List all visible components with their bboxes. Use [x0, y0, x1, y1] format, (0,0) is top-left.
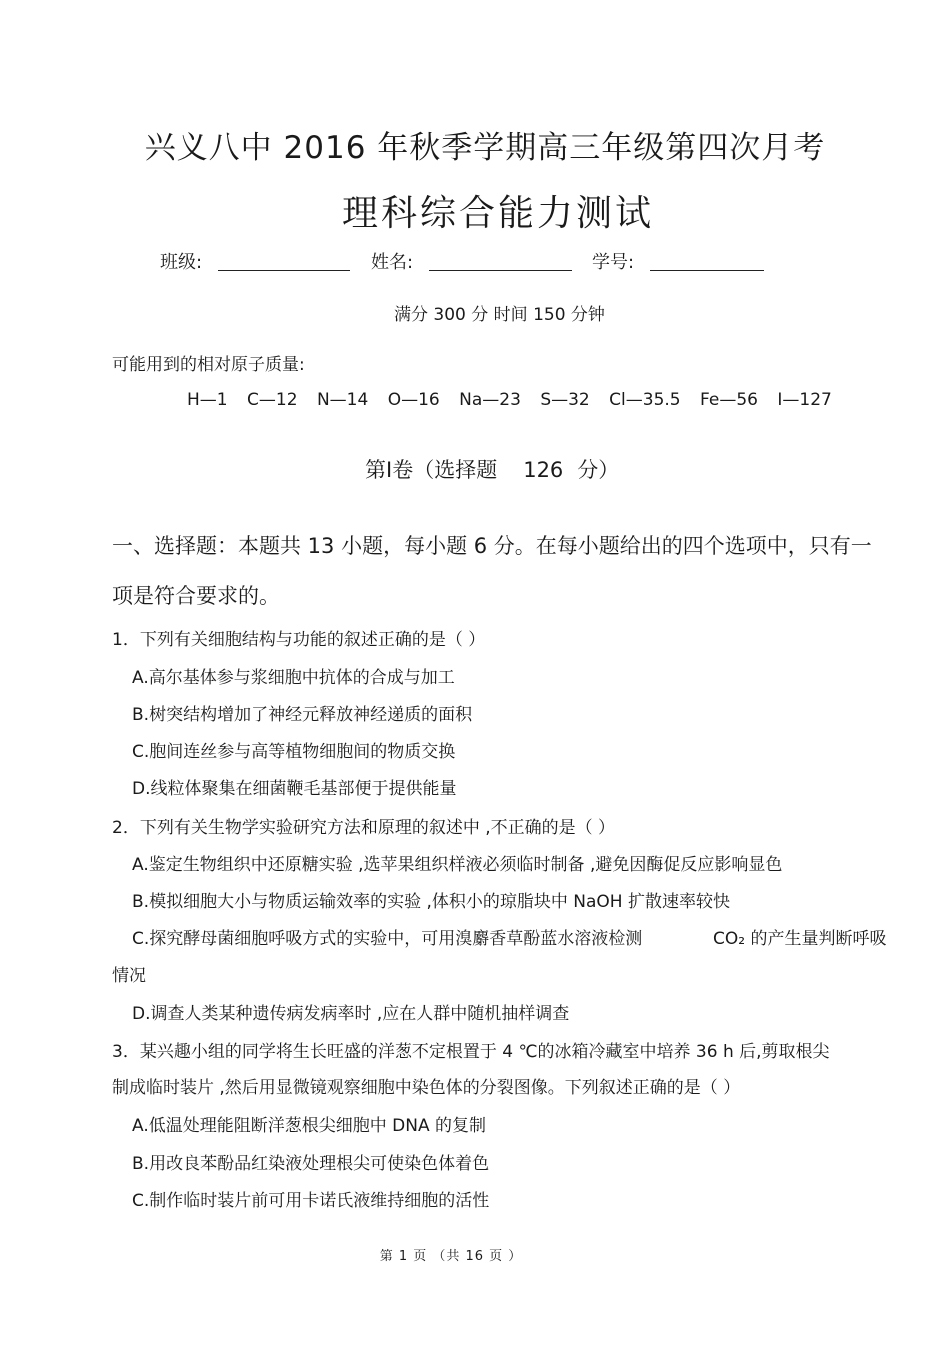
exam-title: 兴义八中 2016 年秋季学期高三年级第四次月考	[144, 130, 826, 166]
question-1-stem: 1．下列有关细胞结构与功能的叙述正确的是（ ）	[112, 630, 486, 650]
section-unit: 分）	[577, 458, 620, 482]
exam-info: 满分 300 分 时间 150 分钟	[394, 305, 605, 325]
student-id-label: 学号:	[592, 252, 635, 273]
atomic-mass-list	[187, 390, 846, 410]
atomic-mass-item: C—12	[247, 390, 298, 410]
question-2-option-c: C.探究酵母菌细胞呼吸方式的实验中，可用溴麝香草酚蓝水溶液检测	[132, 929, 643, 949]
atomic-mass-item: N—14	[316, 390, 369, 410]
class-blank[interactable]	[218, 270, 350, 271]
question-3-option-b: B.用改良苯酚品红染液处理根尖可使染色体着色	[132, 1154, 490, 1174]
question-1-option-b: B.树突结构增加了神经元释放神经递质的面积	[132, 705, 473, 725]
section-title: 第Ⅰ卷（选择题	[365, 458, 498, 482]
question-2-option-d: D.调查人类某种遗传病发病率时 ,应在人群中随机抽样调查	[132, 1004, 570, 1024]
question-1-option-a: A.高尔基体参与浆细胞中抗体的合成与加工	[132, 668, 455, 688]
name-label: 姓名:	[371, 252, 414, 273]
atomic-mass-item: I—127	[777, 390, 832, 410]
atomic-mass-item: O—16	[387, 390, 440, 410]
question-2-option-b: B.模拟细胞大小与物质运输效率的实验 ,体积小的琼脂块中 NaOH 扩散速率较快	[132, 892, 730, 912]
question-2-option-c-wrap: 情况	[112, 966, 146, 986]
question-3-stem: 3．某兴趣小组的同学将生长旺盛的洋葱不定根置于 4 ℃的冰箱冷藏室中培养 36 h 后,剪取根尖	[112, 1042, 830, 1062]
question-2-option-a: A.鉴定生物组织中还原糖实验 ,选苹果组织样液必须临时制备 ,避免因酶促反应影响显色	[132, 855, 783, 875]
atomic-mass-item: H—1	[187, 390, 228, 410]
atomic-mass-item: S—32	[540, 390, 590, 410]
instructions-line2: 项是符合要求的。	[112, 584, 280, 608]
question-2-option-c-tail: CO₂ 的产生量判断呼吸	[713, 929, 887, 949]
question-1-option-d: D.线粒体聚集在细菌鞭毛基部便于提供能量	[132, 779, 457, 799]
atomic-mass-item: Fe—56	[700, 390, 758, 410]
question-3-option-a: A.低温处理能阻断洋葱根尖细胞中 DNA 的复制	[132, 1116, 486, 1136]
question-3-stem-wrap: 制成临时装片 ,然后用显微镜观察细胞中染色体的分裂图像。下列叙述正确的是（ ）	[112, 1078, 741, 1098]
exam-subtitle: 理科综合能力测试	[341, 193, 654, 234]
name-blank[interactable]	[429, 270, 572, 271]
class-label: 班级:	[160, 252, 203, 273]
atomic-mass-item: Cl—35.5	[609, 390, 681, 410]
page-footer: 第 1 页 （共 16 页 ）	[379, 1249, 523, 1264]
atomic-mass-label: 可能用到的相对原子质量:	[112, 355, 305, 375]
instructions-line1: 一、选择题：本题共 13 小题，每小题 6 分。在每小题给出的四个选项中，只有一	[112, 534, 872, 558]
question-2-stem: 2．下列有关生物学实验研究方法和原理的叙述中 ,不正确的是（ ）	[112, 818, 616, 838]
section-points: 126	[523, 458, 564, 482]
section-heading	[365, 454, 619, 484]
atomic-mass-item: Na—23	[459, 390, 521, 410]
question-1-option-c: C.胞间连丝参与高等植物细胞间的物质交换	[132, 742, 456, 762]
question-3-option-c: C.制作临时装片前可用卡诺氏液维持细胞的活性	[132, 1191, 490, 1211]
student-id-blank[interactable]	[650, 270, 764, 271]
